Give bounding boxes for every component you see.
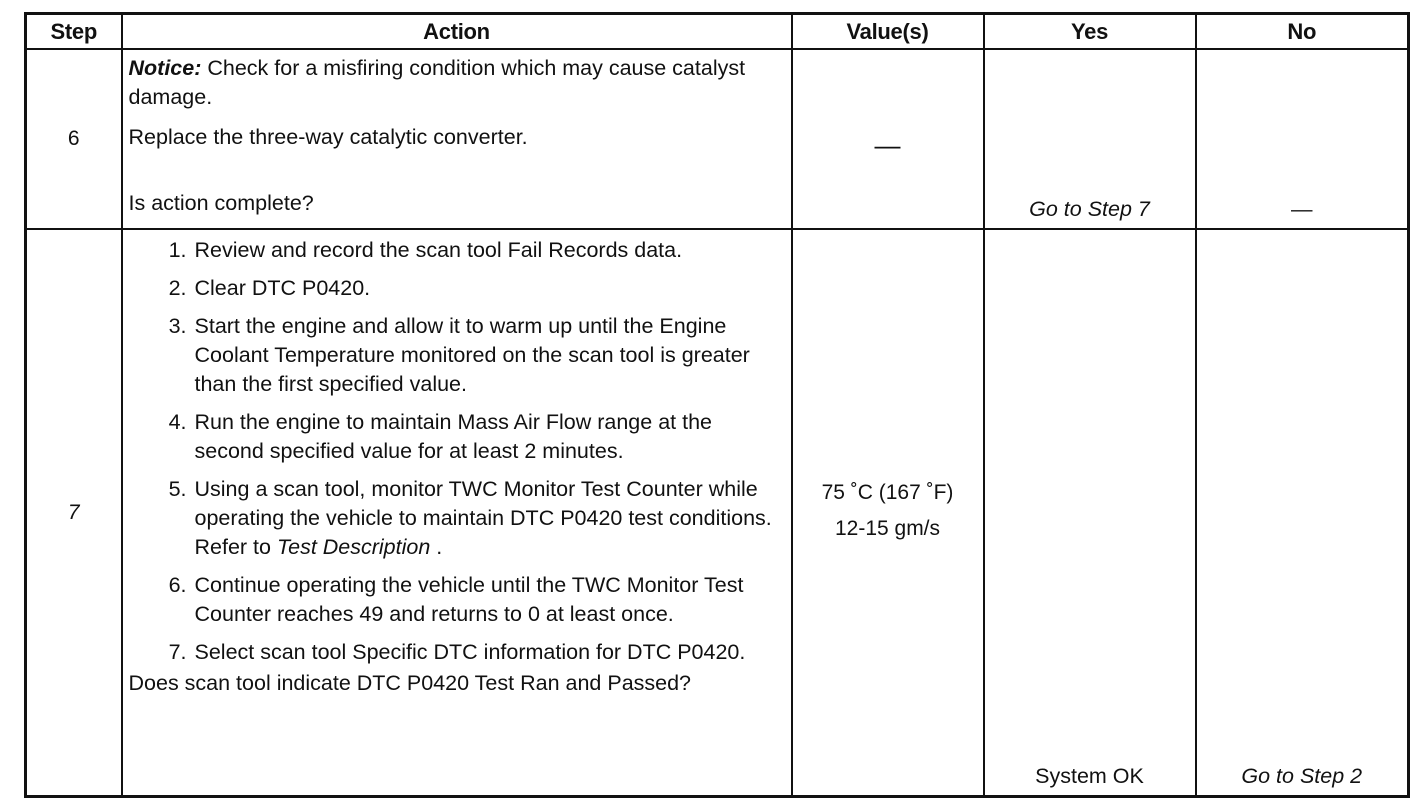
yes-cell: Go to Step 7 xyxy=(984,49,1196,229)
list-item: 1. Review and record the scan tool Fail Records data. xyxy=(168,238,683,262)
step-number: 7 xyxy=(26,229,122,797)
action-cell xyxy=(122,229,792,797)
notice-label: Notice: xyxy=(128,56,202,80)
no-cell: Go to Step 2 xyxy=(1196,229,1409,797)
header-values: Value(s) xyxy=(792,14,984,50)
value-cell xyxy=(792,229,984,797)
notice-text: Check for a misfiring condition which may cause catalyst damage. xyxy=(128,56,746,109)
list-item: 6. Continue operating the vehicle until the TWC Monitor Test Counter reaches 49 and returns to 0 at least once. xyxy=(168,573,744,626)
list-item: 2. Clear DTC P0420. xyxy=(168,276,371,300)
no-cell: — xyxy=(1196,49,1409,229)
value-cell xyxy=(792,49,984,229)
list-item: 5. Using a scan tool, monitor TWC Monitor Test Counter while operating the vehicle to maintain DTC P0420 test conditions. Refer to Test Description . xyxy=(168,477,772,559)
list-item: 4. Run the engine to maintain Mass Air Flow range at the second specified value for at least 2 minutes. xyxy=(168,410,712,463)
header-action: Action xyxy=(122,14,792,50)
step-number: 6 xyxy=(26,49,122,229)
header-step: Step xyxy=(26,14,122,50)
list-item: 3. Start the engine and allow it to warm up until the Engine Coolant Temperature monitored on the scan tool is greater than the first specified value. xyxy=(168,314,750,396)
question-text: Does scan tool indicate DTC P0420 Test Ran and Passed? xyxy=(128,671,692,695)
list-item: 7. Select scan tool Specific DTC information for DTC P0420. xyxy=(168,640,746,664)
value-mass-air-flow: 12-15 gm/s xyxy=(834,517,941,540)
table-row-step-7 xyxy=(26,229,1409,797)
value-temperature: 75 ˚C (167 ˚F) xyxy=(821,481,954,504)
yes-cell: System OK xyxy=(984,229,1196,797)
question-text: Is action complete? xyxy=(128,191,314,215)
procedure-list xyxy=(129,236,785,667)
value-dash: — xyxy=(874,130,901,160)
instruction-text: Replace the three-way catalytic converter. xyxy=(128,125,528,149)
header-yes: Yes xyxy=(984,14,1196,50)
notice-paragraph xyxy=(129,54,785,112)
table-row-step-6 xyxy=(26,49,1409,229)
action-cell xyxy=(122,49,792,229)
header-no: No xyxy=(1196,14,1409,50)
header-row xyxy=(26,14,1409,50)
value-list xyxy=(793,475,983,547)
diagnostic-table xyxy=(24,12,1410,798)
